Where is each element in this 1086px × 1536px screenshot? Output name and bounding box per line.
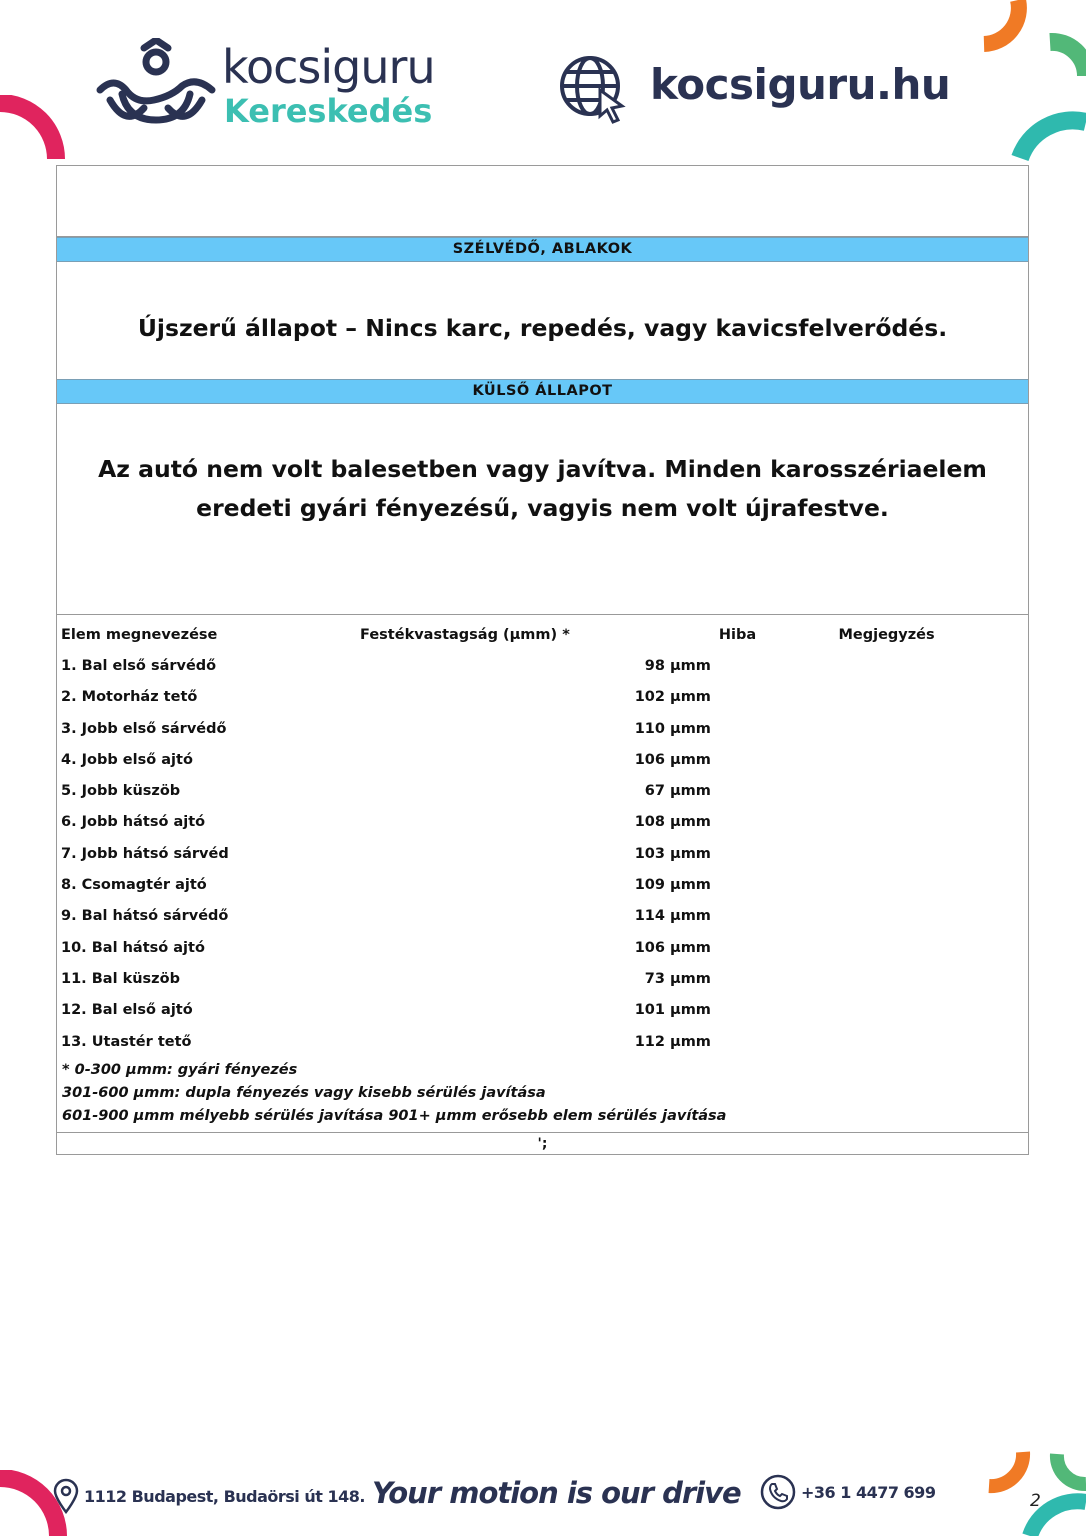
- defect-cell: [711, 682, 839, 713]
- element-name-cell: 6. Jobb hátsó ajtó: [61, 814, 206, 831]
- element-name-cell: 5. Jobb küszöb: [61, 783, 181, 800]
- note-cell: [838, 838, 1028, 869]
- note-cell: [838, 932, 1028, 963]
- page-number: 2: [1030, 1491, 1041, 1511]
- thickness-value-cell: 106 µmm: [634, 751, 711, 768]
- table-row: [61, 744, 1028, 775]
- legend-line-3: 601-900 µmm mélyebb sérülés javítása 901+ µmm erősebb elem sérülés javítása: [62, 1108, 727, 1124]
- element-name-cell: 3. Jobb első sárvédő: [61, 720, 227, 737]
- element-name-cell: 1. Bal első sárvédő: [61, 657, 217, 674]
- thickness-value-cell: 73 µmm: [644, 970, 711, 987]
- thickness-value-cell: 103 µmm: [634, 845, 711, 862]
- table-row: [61, 932, 1028, 963]
- thickness-value-cell: 102 µmm: [634, 689, 711, 706]
- location-pin-icon: [52, 1478, 80, 1514]
- table-row: [61, 838, 1028, 869]
- defect-cell: [711, 775, 839, 806]
- element-name-cell: 8. Csomagtér ajtó: [61, 877, 207, 894]
- table-row: [61, 995, 1028, 1026]
- note-cell: [838, 775, 1028, 806]
- note-cell: [838, 713, 1028, 744]
- page-header: [0, 0, 1086, 160]
- defect-cell: [711, 744, 839, 775]
- note-cell: [838, 901, 1028, 932]
- element-name-cell: 9. Bal hátsó sárvédő: [61, 908, 229, 925]
- table-row: [61, 807, 1028, 838]
- thickness-value-cell: 101 µmm: [634, 1002, 711, 1019]
- note-cell: [838, 807, 1028, 838]
- defect-cell: [711, 713, 839, 744]
- condition-report: [56, 165, 1029, 1155]
- thickness-value-cell: 109 µmm: [634, 877, 711, 894]
- column-header-element: Elem megnevezése: [61, 626, 218, 643]
- table-header-row: [61, 619, 1028, 650]
- footer-slogan: Your motion is our drive: [372, 1476, 741, 1510]
- element-name-cell: 12. Bal első ajtó: [61, 1002, 193, 1019]
- table-row: [61, 963, 1028, 994]
- element-name-cell: 7. Jobb hátsó sárvéd: [61, 845, 229, 862]
- exterior-description-line1: Az autó nem volt balesetben vagy javítva. Minden karosszériaelem: [98, 455, 987, 483]
- windshield-description: Újszerű állapot – Nincs karc, repedés, vagy kavicsfelverődés.: [137, 314, 948, 342]
- note-cell: [838, 744, 1028, 775]
- defect-cell: [711, 838, 839, 869]
- brand-logo-subtitle: Kereskedés: [224, 92, 433, 130]
- section-title-windshield: SZÉLVÉDŐ, ABLAKOK: [57, 237, 1028, 262]
- thickness-value-cell: 110 µmm: [634, 720, 711, 737]
- thickness-value-cell: 67 µmm: [644, 783, 711, 800]
- phone-icon: [760, 1474, 796, 1510]
- footer-phone: +36 1 4477 699: [801, 1483, 936, 1502]
- defect-cell: [711, 650, 839, 681]
- element-name-cell: 11. Bal küszöb: [61, 970, 180, 987]
- column-header-defect: Hiba: [718, 626, 757, 643]
- table-row: [61, 713, 1028, 744]
- note-cell: [838, 1026, 1028, 1057]
- table-row: [61, 775, 1028, 806]
- paint-thickness-table: [61, 619, 1028, 1057]
- footer-address: 1112 Budapest, Budaörsi út 148.: [84, 1487, 365, 1506]
- defect-cell: [711, 807, 839, 838]
- column-header-thickness: [360, 619, 711, 650]
- page-footer: [0, 1450, 1086, 1536]
- legend-line-2: 301-600 µmm: dupla fényezés vagy kisebb sérülés javítása: [62, 1085, 546, 1101]
- note-cell: [838, 869, 1028, 900]
- column-header-note: Megjegyzés: [838, 626, 935, 643]
- table-row: [61, 901, 1028, 932]
- element-name-cell: 13. Utastér tető: [61, 1033, 192, 1050]
- thickness-value-cell: 108 µmm: [634, 814, 711, 831]
- table-row: [61, 682, 1028, 713]
- smile-car-logo-icon: [96, 38, 216, 128]
- table-row: [61, 650, 1028, 681]
- element-name-cell: 10. Bal hátsó ajtó: [61, 939, 205, 956]
- globe-cursor-icon: [558, 54, 628, 124]
- defect-cell: [711, 901, 839, 932]
- thickness-value-cell: 106 µmm: [634, 939, 711, 956]
- table-divider: [57, 614, 1028, 615]
- defect-cell: [711, 932, 839, 963]
- table-row: [61, 1026, 1028, 1057]
- section-title-exterior: KÜLSŐ ÁLLAPOT: [57, 379, 1028, 404]
- exterior-description-line2: eredeti gyári fényezésű, vagyis nem volt újrafestve.: [196, 494, 889, 522]
- note-cell: [838, 995, 1028, 1026]
- empty-header-cell: [57, 166, 1028, 237]
- defect-cell: [711, 963, 839, 994]
- note-cell: [838, 650, 1028, 681]
- defect-cell: [711, 1026, 839, 1057]
- defect-cell: [711, 995, 839, 1026]
- trailing-cell: ';: [57, 1132, 1028, 1157]
- column-header-thickness-label: Festékvastagság (µmm) *: [360, 626, 570, 643]
- website-name: kocsiguru.hu: [650, 60, 951, 109]
- note-cell: [838, 682, 1028, 713]
- note-cell: [838, 963, 1028, 994]
- table-row: [61, 869, 1028, 900]
- element-name-cell: 2. Motorház tető: [61, 689, 198, 706]
- thickness-value-cell: 98 µmm: [644, 657, 711, 674]
- brand-logo-text: kocsiguru: [222, 40, 435, 94]
- defect-cell: [711, 869, 839, 900]
- legend-line-1: * 0-300 µmm: gyári fényezés: [62, 1062, 298, 1078]
- element-name-cell: 4. Jobb első ajtó: [61, 751, 193, 768]
- thickness-value-cell: 114 µmm: [634, 908, 711, 925]
- thickness-value-cell: 112 µmm: [634, 1033, 711, 1050]
